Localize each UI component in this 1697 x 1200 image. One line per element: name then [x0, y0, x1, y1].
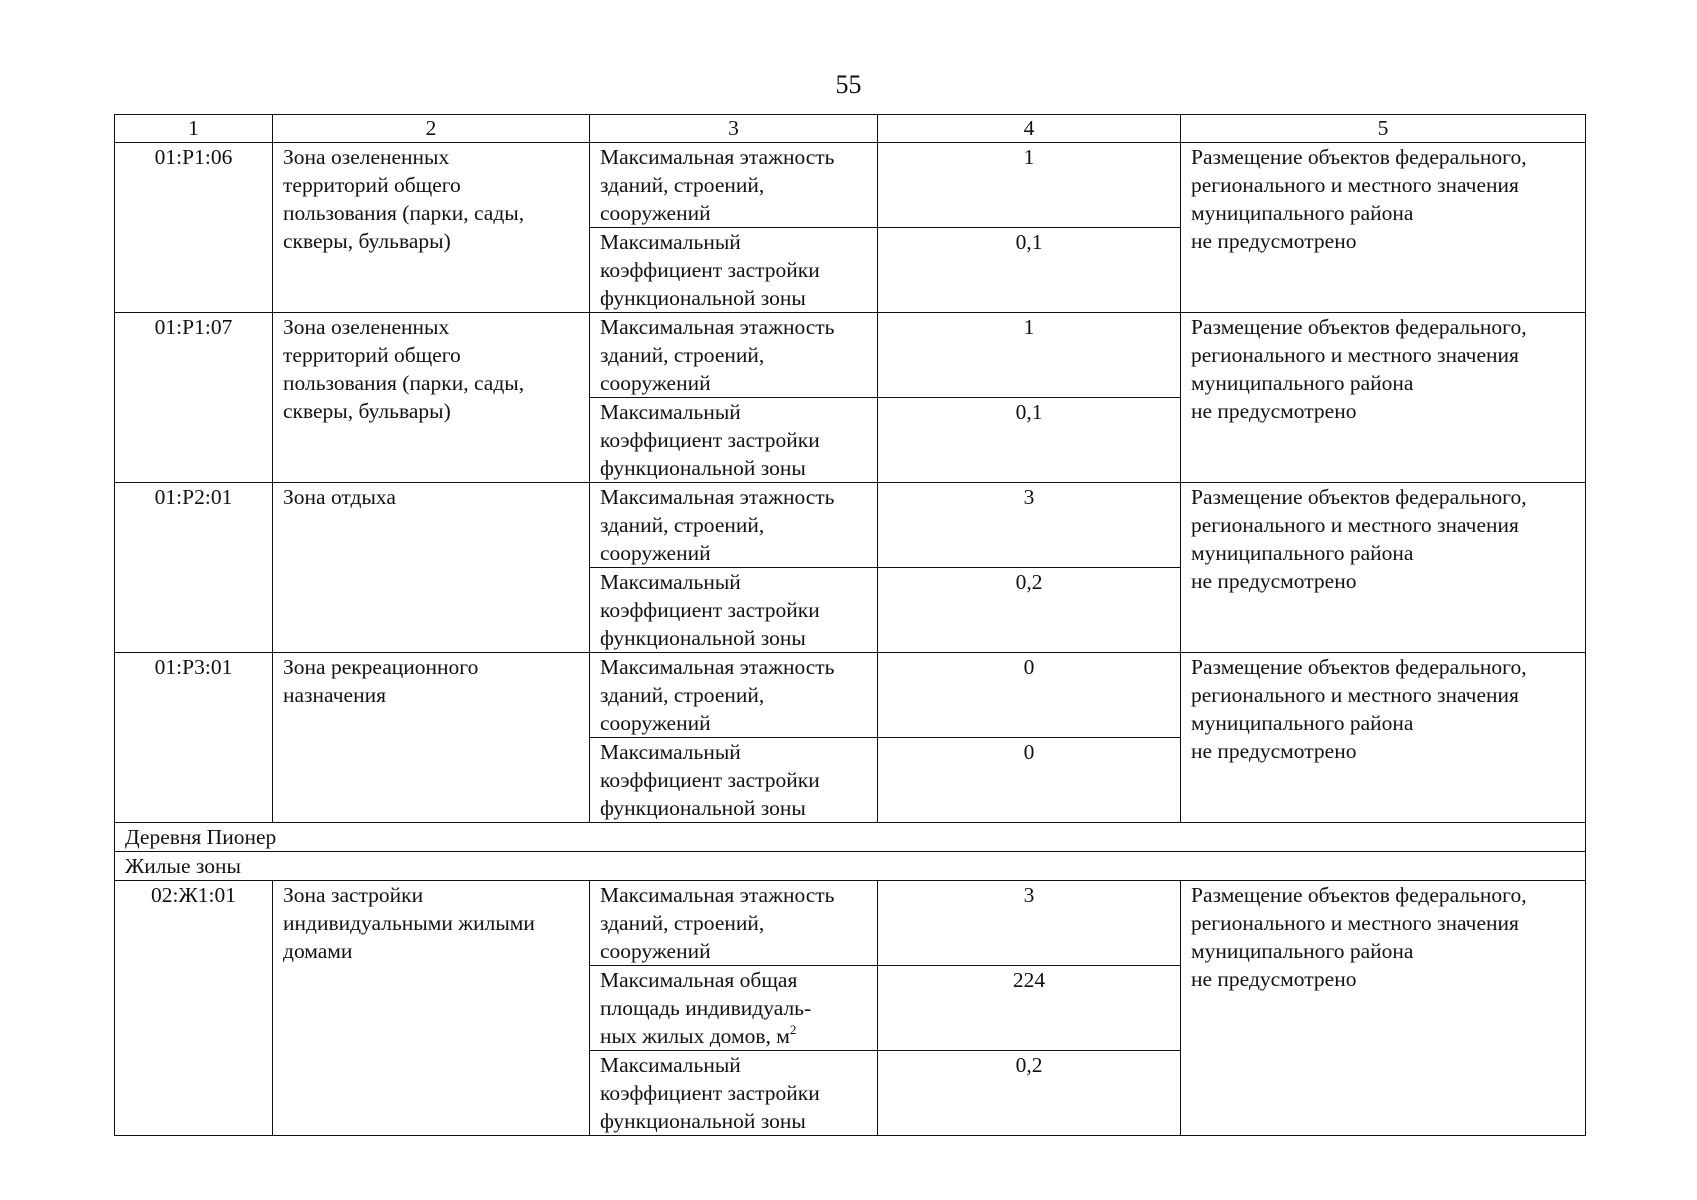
zone-name-line: Зона отдыха: [283, 485, 396, 509]
zone-code: 01:Р1:07: [115, 313, 273, 483]
zone-note: [1181, 653, 1586, 823]
zone-name-line: Зона озелененных: [283, 145, 450, 169]
zone-note-line: Размещение объектов федерального,: [1191, 145, 1527, 169]
column-number-1: 1: [115, 115, 273, 143]
parameter-value: 1: [878, 313, 1181, 398]
zone-name-line: пользования (парки, сады,: [283, 201, 525, 225]
zone-note-line: муниципального района: [1191, 541, 1414, 565]
zone-name-line: домами: [283, 939, 353, 963]
parameter-label: [590, 313, 878, 398]
zone-note: [1181, 881, 1586, 1136]
zone-name-line: скверы, бульвары): [283, 229, 451, 253]
zone-name-line: Зона рекреационного: [283, 655, 479, 679]
parameter-value: 0,2: [878, 568, 1181, 653]
page-number: 55: [835, 70, 862, 99]
parameter-label: [590, 143, 878, 228]
zone-code: 01:Р3:01: [115, 653, 273, 823]
parameter-label-line: сооружений: [600, 541, 711, 565]
parameter-label-line: функциональной зоны: [600, 796, 806, 820]
zone-note-line: регионального и местного значения: [1191, 173, 1519, 197]
parameter-label-line: площадь индивидуаль-: [600, 996, 812, 1020]
zone-note-line: Размещение объектов федерального,: [1191, 655, 1527, 679]
parameter-label-line: функциональной зоны: [600, 1109, 806, 1133]
parameter-label-line: зданий, строений,: [600, 343, 765, 367]
parameter-label-line: Максимальная этажность: [600, 883, 835, 907]
parameter-label-line: Максимальная этажность: [600, 145, 835, 169]
parameter-value: 224: [878, 966, 1181, 1051]
zone-name-line: Зона озелененных: [283, 315, 450, 339]
zone-note-line: не предусмотрено: [1191, 967, 1357, 991]
unit-superscript: 2: [789, 1022, 797, 1037]
zone-name: [273, 483, 590, 653]
column-number-3: 3: [590, 115, 878, 143]
zone-note: [1181, 313, 1586, 483]
parameter-label-line: сооружений: [600, 711, 711, 735]
section-row: [115, 852, 1586, 881]
table-row: [115, 313, 1586, 398]
column-number-5: 5: [1181, 115, 1586, 143]
table-row: [115, 653, 1586, 738]
zone-name: [273, 313, 590, 483]
parameter-label-line: функциональной зоны: [600, 456, 806, 480]
parameter-value: 0,1: [878, 228, 1181, 313]
zones-table: [114, 114, 1586, 1136]
table-row: [115, 143, 1586, 228]
zone-note-line: Размещение объектов федерального,: [1191, 315, 1527, 339]
zone-note-line: не предусмотрено: [1191, 569, 1357, 593]
zone-code: 01:Р2:01: [115, 483, 273, 653]
parameter-label-line: функциональной зоны: [600, 626, 806, 650]
parameter-label: [590, 738, 878, 823]
zone-name-line: индивидуальными жилыми: [283, 911, 535, 935]
parameter-label-line: зданий, строений,: [600, 911, 765, 935]
parameter-label-line: коэффициент застройки: [600, 428, 820, 452]
table-header-row: [115, 115, 1586, 143]
parameter-value: 0,1: [878, 398, 1181, 483]
parameter-label-line: функциональной зоны: [600, 286, 806, 310]
zone-name-line: скверы, бульвары): [283, 399, 451, 423]
table-row: [115, 881, 1586, 966]
parameter-label-line: сооружений: [600, 371, 711, 395]
zone-code: 02:Ж1:01: [115, 881, 273, 1136]
zone-note: [1181, 483, 1586, 653]
parameter-label-text: ных жилых домов, м: [600, 1024, 790, 1048]
zone-name: [273, 881, 590, 1136]
zone-note-line: регионального и местного значения: [1191, 513, 1519, 537]
zone-note-line: не предусмотрено: [1191, 399, 1357, 423]
zone-note-line: регионального и местного значения: [1191, 343, 1519, 367]
parameter-label: [590, 653, 878, 738]
zone-note-line: муниципального района: [1191, 201, 1414, 225]
parameter-label-line: зданий, строений,: [600, 173, 765, 197]
parameter-value: 0: [878, 653, 1181, 738]
zone-name-line: Зона застройки: [283, 883, 424, 907]
zone-name: [273, 143, 590, 313]
parameter-label-line: коэффициент застройки: [600, 258, 820, 282]
parameter-value: 0: [878, 738, 1181, 823]
parameter-label-line: Максимальная этажность: [600, 485, 835, 509]
parameter-label-line: Максимальный: [600, 400, 741, 424]
parameter-label-line: сооружений: [600, 939, 711, 963]
zone-code: 01:Р1:06: [115, 143, 273, 313]
parameter-label-line: коэффициент застройки: [600, 1081, 820, 1105]
section-row: [115, 823, 1586, 852]
parameter-label-line: Максимальный: [600, 570, 741, 594]
zone-note-line: Размещение объектов федерального,: [1191, 883, 1527, 907]
zone-note: [1181, 143, 1586, 313]
section-title-village: Деревня Пионер: [115, 823, 1586, 852]
parameter-label-line: Максимальная этажность: [600, 655, 835, 679]
parameter-label-line: коэффициент застройки: [600, 598, 820, 622]
parameter-label-line: Максимальный: [600, 740, 741, 764]
zone-note-line: муниципального района: [1191, 711, 1414, 735]
parameter-label-line: Максимальный: [600, 230, 741, 254]
parameter-label: [590, 228, 878, 313]
parameter-value: 3: [878, 881, 1181, 966]
parameter-label-line: Максимальная общая: [600, 968, 798, 992]
parameter-value: 3: [878, 483, 1181, 568]
section-title-residential: Жилые зоны: [115, 852, 1586, 881]
parameter-label-line: [600, 1022, 867, 1050]
zone-note-line: не предусмотрено: [1191, 229, 1357, 253]
zone-note-line: муниципального района: [1191, 371, 1414, 395]
parameter-label-line: зданий, строений,: [600, 513, 765, 537]
parameter-label: [590, 568, 878, 653]
zone-name-line: территорий общего: [283, 173, 461, 197]
zone-note-line: регионального и местного значения: [1191, 683, 1519, 707]
table-row: [115, 483, 1586, 568]
zone-name-line: назначения: [283, 683, 386, 707]
parameter-label-line: коэффициент застройки: [600, 768, 820, 792]
parameter-label-line: Максимальная этажность: [600, 315, 835, 339]
parameter-label-line: Максимальный: [600, 1053, 741, 1077]
zone-name: [273, 653, 590, 823]
parameter-label: [590, 398, 878, 483]
parameter-label: [590, 966, 878, 1051]
parameter-value: 1: [878, 143, 1181, 228]
column-number-4: 4: [878, 115, 1181, 143]
parameter-label: [590, 483, 878, 568]
parameter-value: 0,2: [878, 1051, 1181, 1136]
column-number-2: 2: [273, 115, 590, 143]
zone-note-line: муниципального района: [1191, 939, 1414, 963]
zone-name-line: пользования (парки, сады,: [283, 371, 525, 395]
zone-note-line: регионального и местного значения: [1191, 911, 1519, 935]
zone-note-line: не предусмотрено: [1191, 739, 1357, 763]
parameter-label: [590, 1051, 878, 1136]
zone-name-line: территорий общего: [283, 343, 461, 367]
parameter-label-line: зданий, строений,: [600, 683, 765, 707]
parameter-label-line: сооружений: [600, 201, 711, 225]
parameter-label: [590, 881, 878, 966]
zone-note-line: Размещение объектов федерального,: [1191, 485, 1527, 509]
